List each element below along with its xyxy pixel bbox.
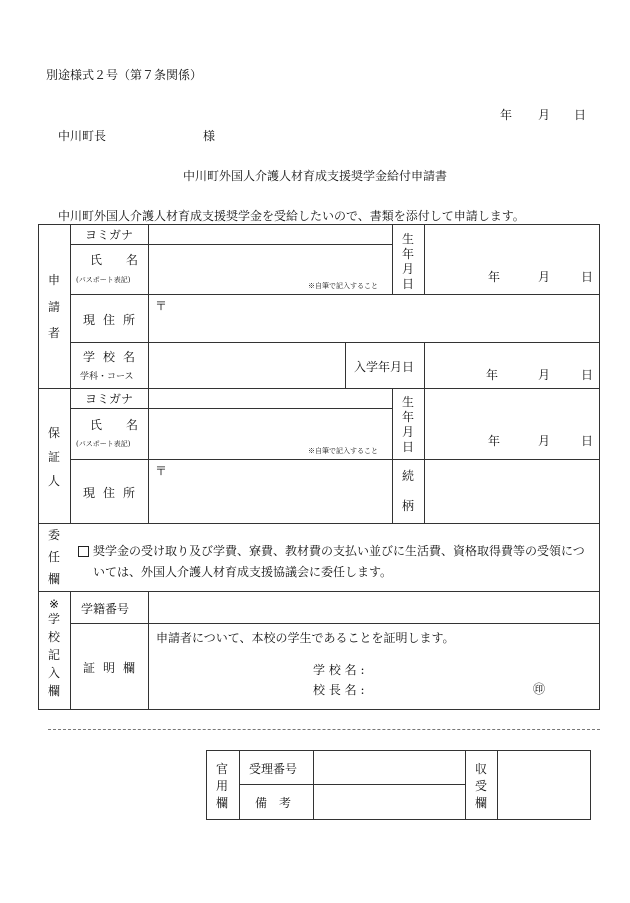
applicant-school-label: 学校名 (83, 350, 144, 364)
applicant-section-char: 者 (47, 326, 60, 340)
school-section-char: 欄 (47, 684, 60, 698)
receipt-no-field[interactable] (314, 751, 464, 783)
applicant-birth-label: 日 (402, 277, 415, 291)
school-section-char: ※ (48, 597, 60, 611)
applicant-enroll-label: 入学年月日 (354, 360, 415, 374)
applicant-course-label: 学科・コース (80, 372, 134, 382)
applicant-birth-field[interactable] (425, 225, 599, 293)
applicant-enroll-year: 年 (486, 368, 499, 382)
date-day: 日 (574, 108, 587, 122)
addressee-suffix: 様 (203, 129, 216, 143)
school-section-char: 入 (47, 666, 60, 680)
postal-mark: 〒 (155, 299, 168, 313)
principal-label: 校 長 名 : (313, 683, 365, 697)
delegation-line-2: いては、外国人介護人材育成支援協議会に委任します。 (93, 565, 393, 579)
document-title: 中川町外国人介護人材育成支援奨学金給付申請書 (182, 169, 447, 183)
delegation-section-char: 任 (47, 550, 60, 564)
applicant-section-char: 請 (47, 300, 60, 314)
guarantor-section-char: 証 (47, 450, 60, 464)
school-name-principal-field[interactable] (375, 656, 525, 696)
applicant-birth-day: 日 (581, 270, 594, 284)
guarantor-birth-label: 日 (402, 440, 415, 454)
applicant-school-field[interactable] (149, 343, 344, 387)
school-section-char: 学 (47, 612, 60, 626)
guarantor-relation-label: 続 (402, 469, 415, 483)
office-section-char: 欄 (216, 796, 229, 810)
applicant-self-write-note: ※自筆で記入すること (308, 282, 378, 290)
guarantor-furigana-field[interactable] (149, 389, 391, 407)
seal-mark: ㊞ (533, 682, 546, 696)
guarantor-birth-label: 年 (402, 410, 415, 424)
delegation-section-char: 委 (47, 528, 60, 542)
received-label-char: 収 (475, 762, 488, 776)
applicant-furigana-label: ヨミガナ (85, 228, 134, 242)
applicant-address-label: 現住所 (83, 313, 144, 327)
cut-line (48, 729, 600, 730)
applicant-furigana-field[interactable] (149, 225, 391, 243)
guarantor-birth-day: 日 (581, 434, 594, 448)
applicant-enroll-field[interactable] (425, 343, 599, 387)
guarantor-birth-label: 月 (402, 425, 415, 439)
guarantor-address-label: 現住所 (83, 486, 144, 500)
receipt-no-label: 受理番号 (249, 762, 298, 776)
applicant-enroll-month: 月 (538, 368, 551, 382)
applicant-birth-label: 生 (402, 232, 415, 246)
applicant-passport-note: (パスポート表記) (76, 276, 131, 284)
received-label-char: 受 (475, 779, 488, 793)
applicant-birth-label: 月 (402, 262, 415, 276)
guarantor-furigana-label: ヨミガナ (85, 392, 134, 406)
delegation-line-1 (78, 542, 585, 559)
cert-label: 証明欄 (83, 661, 144, 675)
guarantor-self-write-note: ※自筆で記入すること (308, 447, 378, 455)
addressee-name: 中川町長 (58, 129, 107, 143)
guarantor-birth-field[interactable] (425, 389, 599, 458)
received-label-char: 欄 (475, 796, 488, 810)
postal-mark: 〒 (155, 464, 168, 478)
received-stamp-field[interactable] (498, 751, 590, 819)
guarantor-relation-label: 柄 (402, 499, 415, 513)
date-year: 年 (500, 108, 513, 122)
guarantor-passport-note: (パスポート表記) (76, 440, 131, 448)
school-section-char: 校 (47, 630, 60, 644)
applicant-section-char: 申 (47, 273, 60, 287)
student-no-label: 学籍番号 (81, 602, 130, 616)
school-name-label: 学 校 名 : (313, 663, 365, 677)
guarantor-section-char: 人 (47, 474, 60, 488)
guarantor-birth-label: 生 (402, 395, 415, 409)
applicant-birth-year: 年 (488, 270, 501, 284)
guarantor-section-char: 保 (47, 426, 60, 440)
office-section-char: 官 (216, 762, 229, 776)
office-section-char: 用 (216, 779, 229, 793)
applicant-address-field[interactable] (149, 295, 599, 341)
guarantor-relation-field[interactable] (425, 460, 599, 522)
school-section-char: 記 (47, 648, 60, 662)
intro-text: 中川町外国人介護人材育成支援奨学金を受給したいので、書類を添付して申請します。 (58, 209, 525, 223)
date-month: 月 (538, 108, 551, 122)
guarantor-name-label: 氏 名 (90, 418, 139, 432)
guarantor-birth-month: 月 (538, 434, 551, 448)
remarks-label: 備 考 (255, 796, 292, 810)
applicant-name-label: 氏 名 (90, 253, 139, 267)
cert-text: 申請者について、本校の学生であることを証明します。 (156, 631, 455, 645)
delegation-section-char: 欄 (47, 572, 60, 586)
delegation-checkbox[interactable] (78, 546, 89, 557)
applicant-birth-month: 月 (538, 270, 551, 284)
delegation-text-1: 奨学金の受け取り及び学費、寮費、教材費の支払い並びに生活費、資格取得費等の受領につ (93, 544, 585, 558)
guarantor-birth-year: 年 (488, 434, 501, 448)
guarantor-address-field[interactable] (149, 460, 391, 522)
applicant-enroll-day: 日 (581, 368, 594, 382)
applicant-birth-label: 年 (402, 247, 415, 261)
form-id: 別途様式２号（第７条関係） (46, 68, 203, 82)
student-no-field[interactable] (149, 592, 599, 622)
remarks-field[interactable] (314, 785, 464, 819)
